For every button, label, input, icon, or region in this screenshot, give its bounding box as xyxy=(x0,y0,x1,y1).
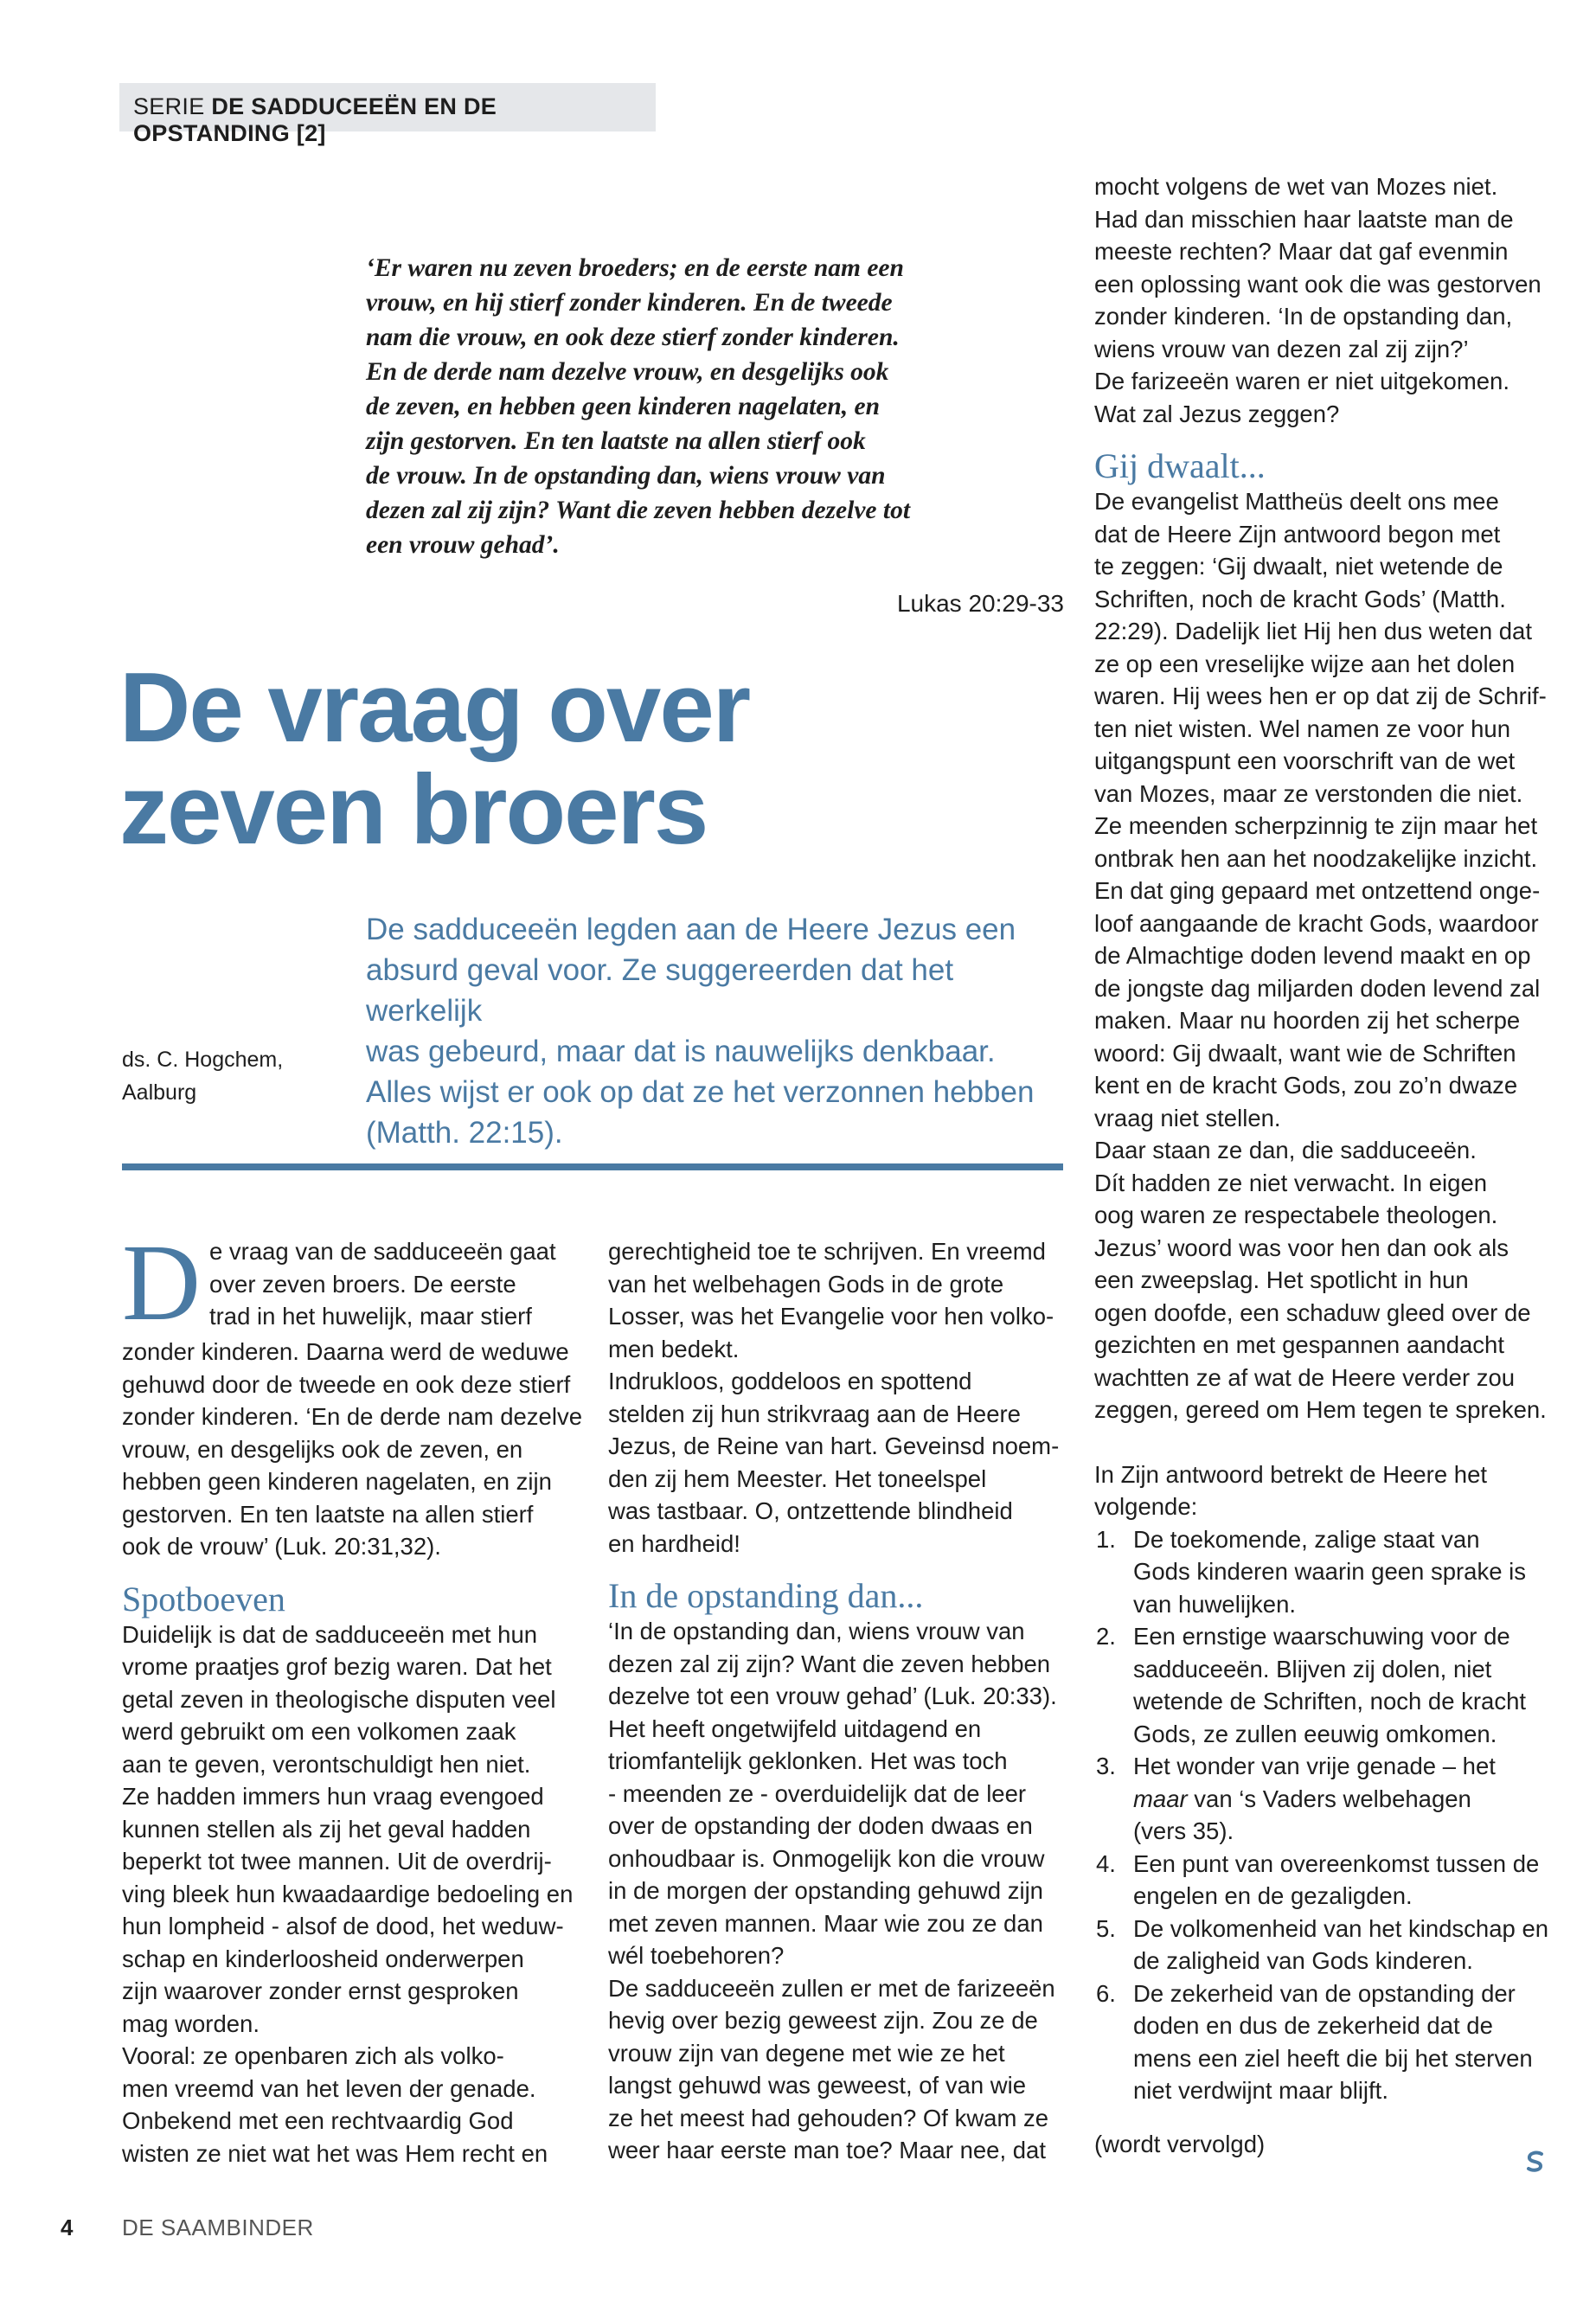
quote-reference: Lukas 20:29-33 xyxy=(896,590,1064,617)
list-number: 3. xyxy=(1096,1753,1116,1779)
body-line: wiens vrouw van dezen zal zij zijn?’ xyxy=(1094,335,1469,362)
author-byline xyxy=(122,1043,283,1109)
list-item xyxy=(1094,1848,1561,1913)
body-line: gezichten en met gespannen aandacht xyxy=(1094,1331,1504,1358)
list-line: Het wonder van vrije genade – het xyxy=(1133,1753,1496,1779)
section-heading: Spotboeven xyxy=(122,1579,285,1618)
body-line: ze op een vreselijke wijze aan het dolen xyxy=(1094,650,1516,677)
body-line: mag worden. xyxy=(122,2009,260,2037)
column-2 xyxy=(608,1235,1075,2167)
body-line: Had dan misschien haar laatste man de xyxy=(1094,205,1514,233)
drop-cap: D xyxy=(122,1223,201,1343)
list-line: Gods, ze zullen eeuwig omkomen. xyxy=(1133,1720,1497,1747)
body-line: dezelve tot een vrouw gehad’ (Luk. 20:33). xyxy=(608,1682,1057,1709)
article-title xyxy=(119,653,750,865)
column-3 xyxy=(1094,170,1561,2160)
body-line: dat de Heere Zijn antwoord begon met xyxy=(1094,520,1501,548)
list-line: De volkomenheid van het kindschap en xyxy=(1133,1914,1549,1942)
quote-line: de zeven, en hebben geen kinderen nagelaten, en xyxy=(366,393,881,420)
body-line: hevig over bezig geweest zijn. Zou ze de xyxy=(608,2007,1038,2034)
body-line: kent en de kracht Gods, zou zo’n dwaze xyxy=(1094,1072,1518,1099)
body-line: weer haar eerste man toe? Maar nee, dat xyxy=(608,2137,1046,2163)
body-line: maken. Maar nu hoorden zij het scherpe xyxy=(1094,1007,1521,1034)
body-line: schap en kinderloosheid onderwerpen xyxy=(122,1945,524,1972)
body-line: ontbrak hen aan het noodzakelijke inzicht. xyxy=(1094,844,1538,872)
body-line: Dít hadden ze niet verwacht. In eigen xyxy=(1094,1169,1488,1196)
body-line: Losser, was het Evangelie voor hen volko- xyxy=(608,1303,1054,1330)
quote-line: zijn gestorven. En ten laatste na allen stierf ook xyxy=(366,427,866,455)
body-line: woord: Gij dwaalt, want wie de Schriften xyxy=(1094,1039,1516,1067)
body-line: ogen doofde, een schaduw gleed over de xyxy=(1094,1298,1531,1326)
author-place: Aalburg xyxy=(122,1080,197,1105)
list-number: 2. xyxy=(1096,1623,1116,1650)
body-line: Jezus’ woord was voor hen dan ook als xyxy=(1094,1234,1509,1261)
quote-line: de vrouw. In de opstanding dan, wiens vrouw van xyxy=(366,462,886,490)
title-line: zeven broers xyxy=(119,755,708,865)
lead-line: absurd geval voor. Ze suggereerden dat het werkelijk xyxy=(366,953,954,1028)
body-line: de Almachtige doden levend maakt en op xyxy=(1094,942,1531,969)
body-line: vrome praatjes grof bezig waren. Dat het xyxy=(122,1653,552,1680)
body-line: vrouw zijn van degene met wie ze het xyxy=(608,2039,1005,2067)
body-line: wisten ze niet wat het was Hem recht en xyxy=(122,2139,548,2167)
body-line: beperkt tot twee mannen. Uit de overdrij- xyxy=(122,1848,552,1875)
list-number: 6. xyxy=(1096,1979,1116,2007)
quote-line: dezen zal zij zijn? Want die zeven hebben dezelve tot xyxy=(366,497,911,524)
scripture-quote xyxy=(366,251,1067,562)
body-line: De sadduceeën zullen er met de farizeeën xyxy=(608,1974,1055,2002)
body-line: Schriften, noch de kracht Gods’ (Matth. xyxy=(1094,585,1506,612)
body-line: van Mozes, maar ze verstonden die niet. xyxy=(1094,779,1523,807)
body-line: Ze hadden immers hun vraag evengoed xyxy=(122,1783,544,1810)
list-item xyxy=(1094,1913,1561,1977)
lead-line: De sadduceeën legden aan de Heere Jezus een xyxy=(366,913,1016,946)
list-line: engelen en de gezaligden. xyxy=(1133,1882,1413,1909)
list-line: wetende de Schriften, noch de kracht xyxy=(1133,1688,1527,1715)
body-line: Indrukloos, goddeloos en spottend xyxy=(608,1368,972,1394)
body-line: aan te geven, verontschuldigt hen niet. xyxy=(122,1750,531,1778)
list-item xyxy=(1094,1977,1561,2107)
answer-list xyxy=(1094,1523,1561,2107)
lead-line: (Matth. 22:15). xyxy=(366,1116,563,1150)
list-item xyxy=(1094,1523,1561,1621)
body-line: ze het meest had gehouden? Of kwam ze xyxy=(608,2104,1049,2131)
body-line: meeste rechten? Maar dat gaf evenmin xyxy=(1094,238,1509,265)
body-line: den zij hem Meester. Het toneelspel xyxy=(608,1465,987,1492)
list-line: niet verdwijnt maar blijft. xyxy=(1133,2077,1388,2104)
body-line: Duidelijk is dat de sadduceeën met hun xyxy=(122,1620,538,1648)
body-line: Onbekend met een rechtvaardig God xyxy=(122,2107,514,2134)
body-line: vraag niet stellen. xyxy=(1094,1104,1281,1131)
list-line: De toekomende, zalige staat van xyxy=(1133,1525,1480,1553)
body-line: Vooral: ze openbaren zich als volko- xyxy=(122,2042,504,2069)
quote-line: nam die vrouw, en ook deze stierf zonder kinderen. xyxy=(366,324,900,351)
list-line: van huwelijken. xyxy=(1133,1590,1297,1618)
body-line: over de opstanding der doden dwaas en xyxy=(608,1812,1033,1839)
body-line: zeggen, gereed om Hem tegen te spreken. xyxy=(1094,1396,1547,1423)
body-line: en hardheid! xyxy=(608,1529,740,1557)
body-line: men bedekt. xyxy=(608,1335,740,1362)
quote-line: ‘Er waren nu zeven broeders; en de eerste nam een xyxy=(366,254,904,282)
list-item xyxy=(1094,1620,1561,1750)
page-number: 4 xyxy=(61,2214,74,2240)
list-line: maar van ‘s Vaders welbehagen xyxy=(1133,1785,1471,1812)
intro-line: hebben geen kinderen nagelaten, en zijn xyxy=(122,1468,552,1495)
body-line: ving bleek hun kwaadaardige bedoeling en xyxy=(122,1880,574,1907)
intro-line: ook de vrouw’ (Luk. 20:31,32). xyxy=(122,1533,441,1560)
lead-line: Alles wijst er ook op dat ze het verzonnen hebben xyxy=(366,1075,1035,1109)
intro-line: zonder kinderen. Daarna werd de weduwe xyxy=(122,1338,569,1365)
intro-line: vrouw, en desgelijks ook de zeven, en xyxy=(122,1435,523,1463)
body-line: zijn waarover zonder ernst gesproken xyxy=(122,1977,519,2004)
body-line: wachtten ze af wat de Heere verder zou xyxy=(1094,1363,1516,1391)
body-line: in de morgen der opstanding gehuwd zijn xyxy=(608,1877,1043,1904)
section-heading: Gij dwaalt... xyxy=(1094,446,1266,485)
body-line: langst gehuwd was geweest, of van wie xyxy=(608,2072,1027,2099)
body-line: kunnen stellen als zij het geval hadden xyxy=(122,1815,531,1843)
section-heading: In de opstanding dan... xyxy=(608,1576,924,1615)
body-line: onhoudbaar is. Onmogelijk kon die vrouw xyxy=(608,1844,1045,1872)
body-line: - meenden ze - overduidelijk dat de leer xyxy=(608,1779,1027,1807)
list-line: De zekerheid van de opstanding der xyxy=(1133,1979,1516,2007)
body-line: dezen zal zij zijn? Want die zeven hebben xyxy=(608,1650,1051,1677)
body-line: Het heeft ongetwijfeld uitdagend en xyxy=(608,1715,982,1742)
body-line: oog waren ze respectabele theologen. xyxy=(1094,1202,1498,1228)
body-line: stelden zij hun strikvraag aan de Heere xyxy=(608,1400,1021,1427)
title-line: De vraag over xyxy=(119,653,750,763)
body-line: getal zeven in theologische disputen veel xyxy=(122,1685,556,1713)
body-line: In Zijn antwoord betrekt de Heere het xyxy=(1094,1460,1488,1488)
body-line: volgende: xyxy=(1094,1493,1198,1520)
body-line: Ze meenden scherpzinnig te zijn maar het xyxy=(1094,812,1538,839)
body-line: te zeggen: ‘Gij dwaalt, niet wetende de xyxy=(1094,553,1503,580)
lead-line: was gebeurd, maar dat is nauwelijks denkbaar. xyxy=(366,1035,996,1068)
body-line: Wat zal Jezus zeggen? xyxy=(1094,400,1340,427)
quote-line: een vrouw gehad’. xyxy=(366,531,560,559)
body-line: De farizeeën waren er niet uitgekomen. xyxy=(1094,368,1509,394)
body-line: En dat ging gepaard met ontzettend onge- xyxy=(1094,877,1541,904)
body-line: met zeven mannen. Maar wie zou ze dan xyxy=(608,1909,1043,1937)
body-line: werd gebruikt om een volkomen zaak xyxy=(122,1718,516,1745)
list-number: 5. xyxy=(1096,1914,1116,1942)
body-line: ten niet wisten. Wel namen ze voor hun xyxy=(1094,715,1511,742)
author-name: ds. C. Hogchem, xyxy=(122,1048,284,1072)
continued-note: (wordt vervolgd) xyxy=(1094,2130,1266,2157)
body-line: mocht volgens de wet van Mozes niet. xyxy=(1094,173,1498,200)
body-line: een oplossing want ook die was gestorven xyxy=(1094,270,1542,298)
article-lead xyxy=(366,909,1067,1153)
body-line: de jongste dag miljarden doden levend zal xyxy=(1094,974,1541,1002)
body-line: van het welbehagen Gods in de grote xyxy=(608,1270,1004,1298)
series-title: DE SADDUCEEËN EN DE OPSTANDING [2] xyxy=(133,93,497,146)
intro-line: zonder kinderen. ‘En de derde nam dezelve xyxy=(122,1403,583,1430)
body-line: De evangelist Mattheüs deelt ons mee xyxy=(1094,488,1499,515)
intro-line: e vraag van de sadduceeën gaat xyxy=(209,1238,556,1265)
body-line: 22:29). Dadelijk liet Hij hen dus weten dat xyxy=(1094,618,1532,644)
list-line: sadduceeën. Blijven zij dolen, niet xyxy=(1133,1655,1492,1682)
series-prefix: SERIE xyxy=(133,93,205,119)
body-line: een zweepslag. Het spotlicht in hun xyxy=(1094,1266,1469,1293)
list-line: mens een ziel heeft die bij het sterven xyxy=(1133,2044,1533,2072)
intro-line: gehuwd door de tweede en ook deze stierf xyxy=(122,1370,571,1398)
list-number: 4. xyxy=(1096,1849,1116,1877)
list-number: 1. xyxy=(1096,1525,1116,1553)
list-line: doden en dus de zekerheid dat de xyxy=(1133,2012,1493,2039)
body-line: Jezus, de Reine van hart. Geveinsd noem- xyxy=(608,1433,1060,1459)
body-line: triomfantelijk geklonken. Het was toch xyxy=(608,1747,1008,1774)
divider-rule xyxy=(122,1163,1063,1170)
body-line: ‘In de opstanding dan, wiens vrouw van xyxy=(608,1618,1025,1644)
list-item xyxy=(1094,1750,1561,1848)
magazine-name: DE SAAMBINDER xyxy=(122,2214,314,2240)
body-line: gerechtigheid toe te schrijven. En vreemd xyxy=(608,1238,1046,1265)
body-line: zonder kinderen. ‘In de opstanding dan, xyxy=(1094,303,1513,330)
list-line: Gods kinderen waarin geen sprake is xyxy=(1133,1558,1527,1585)
body-line: waren. Hij wees hen er op dat zij de Schrif- xyxy=(1094,683,1547,709)
body-line: was tastbaar. O, ontzettende blindheid xyxy=(608,1497,1013,1524)
body-line: uitgangspunt een voorschrift van de wet xyxy=(1094,747,1516,774)
column-1 xyxy=(122,1223,589,2170)
body-line: loof aangaande de kracht Gods, waardoor xyxy=(1094,909,1539,937)
list-line: de zaligheid van Gods kinderen. xyxy=(1133,1947,1473,1974)
body-line: Daar staan ze dan, die sadduceeën. xyxy=(1094,1137,1477,1163)
intro-line: trad in het huwelijk, maar stierf xyxy=(209,1303,532,1330)
list-line: Een ernstige waarschuwing voor de xyxy=(1133,1623,1510,1650)
intro-line: over zeven broers. De eerste xyxy=(209,1270,516,1298)
quote-line: vrouw, en hij stierf zonder kinderen. En de tweede xyxy=(366,289,893,317)
intro-line: gestorven. En ten laatste na allen stierf xyxy=(122,1500,534,1528)
list-line: (vers 35). xyxy=(1133,1817,1234,1844)
series-label xyxy=(119,83,656,146)
body-line: hun lompheid - alsof de dood, het weduw- xyxy=(122,1913,564,1939)
body-line: men vreemd van het leven der genade. xyxy=(122,2074,536,2102)
quote-line: En de derde nam dezelve vrouw, en desgelijks ook xyxy=(366,358,889,386)
end-mark-icon xyxy=(1524,2150,1547,2173)
body-line: wél toebehoren? xyxy=(608,1942,785,1969)
list-line: Een punt van overeenkomst tussen de xyxy=(1133,1849,1540,1877)
